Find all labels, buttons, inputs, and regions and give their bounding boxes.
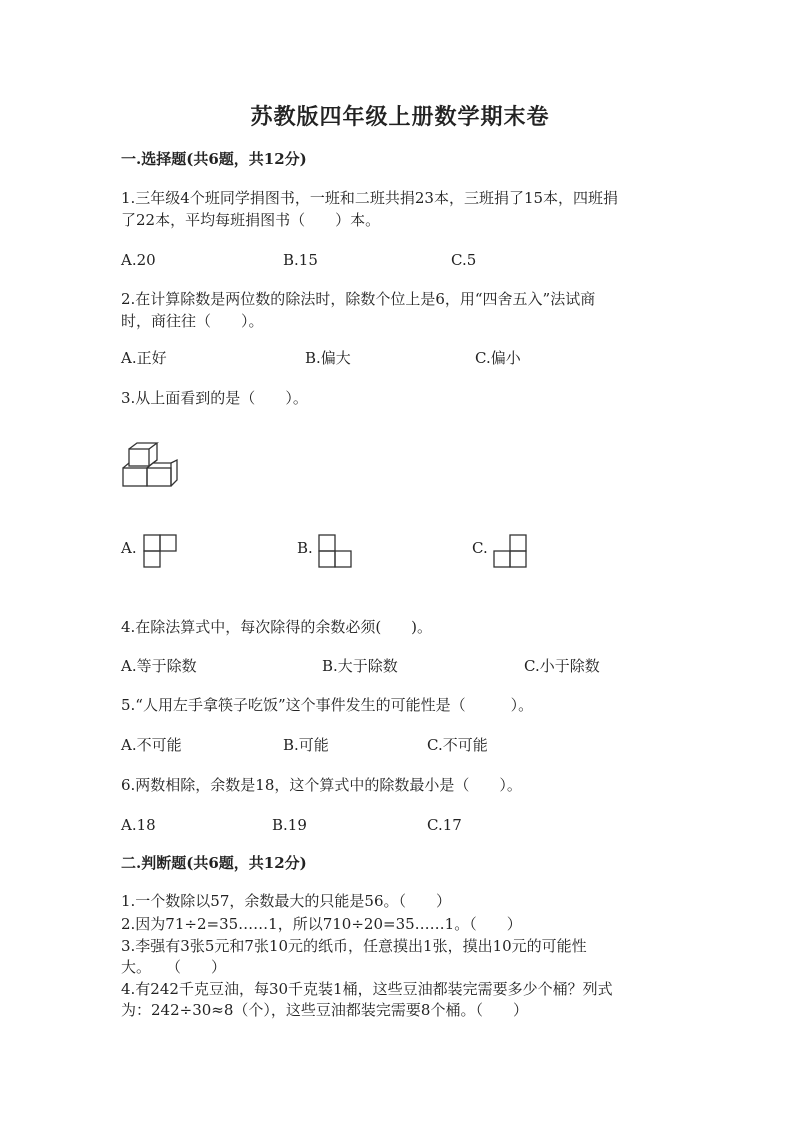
question-6-line-1: 6.两数相除，余数是18，这个算式中的除数最小是（ ）。	[121, 776, 522, 794]
question-6-option-b: B.19	[272, 816, 307, 834]
question-2-line-1: 2.在计算除数是两位数的除法时，除数个位上是6，用“四舍五入”法试商	[121, 290, 596, 308]
question-2-option-a: A.正好	[121, 349, 167, 367]
question-3-option-b: B.	[297, 539, 313, 557]
question-6-option-c: C.17	[427, 816, 462, 834]
question-2-option-c: C.偏小	[475, 349, 521, 367]
page-title: 苏教版四年级上册数学期末卷	[250, 104, 550, 130]
section-heading-judgement: 二.判断题(共6题，共12分)	[121, 854, 307, 872]
question-3-option-a: A.	[121, 539, 137, 557]
question-1-option-c: C.5	[451, 251, 477, 269]
question-1-option-b: B.15	[283, 251, 318, 269]
question-5-option-a: A.不可能	[121, 736, 182, 754]
question-4-option-b: B.大于除数	[322, 657, 398, 675]
question-6-option-a: A.18	[121, 816, 156, 834]
top-view-b-icon	[318, 534, 354, 570]
question-3-option-c: C.	[472, 539, 488, 557]
question-4-option-c: C.小于除数	[524, 657, 600, 675]
question-4-option-a: A.等于除数	[121, 657, 197, 675]
judgement-line-4: 大。 （ ）	[121, 958, 227, 976]
question-1-line-2: 了22本，平均每班捐图书（ ）本。	[121, 211, 381, 229]
judgement-line-3: 3.李强有3张5元和7张10元的纸币，任意摸出1张，摸出10元的可能性	[121, 937, 587, 955]
question-5-line-1: 5.“人用左手拿筷子吃饭”这个事件发生的可能性是（ ）。	[121, 696, 534, 714]
question-1-line-1: 1.三年级4个班同学捐图书，一班和二班共捐23本，三班捐了15本，四班捐	[121, 189, 619, 207]
judgement-line-6: 为：242÷30≈8（个），这些豆油都装完需要8个桶。（ ）	[121, 1001, 528, 1019]
question-2-option-b: B.偏大	[305, 349, 351, 367]
question-5-option-b: B.可能	[283, 736, 329, 754]
cubes-figure	[120, 440, 190, 490]
question-2-line-2: 时，商往往（ ）。	[121, 312, 264, 330]
section-heading-choice: 一.选择题(共6题，共12分)	[121, 150, 307, 168]
top-view-a-icon	[143, 534, 179, 570]
question-4-line-1: 4.在除法算式中，每次除得的余数必须( )。	[121, 618, 433, 636]
question-5-option-c: C.不可能	[427, 736, 488, 754]
question-3-line-1: 3.从上面看到的是（ ）。	[121, 389, 308, 407]
question-1-option-a: A.20	[121, 251, 156, 269]
top-view-c-icon	[493, 534, 529, 570]
judgement-line-1: 1.一个数除以57，余数最大的只能是56。（ ）	[121, 892, 451, 910]
judgement-line-2: 2.因为71÷2=35……1，所以710÷20=35……1。（ ）	[121, 915, 522, 933]
judgement-line-5: 4.有242千克豆油，每30千克装1桶，这些豆油都装完需要多少个桶？列式	[121, 980, 613, 998]
